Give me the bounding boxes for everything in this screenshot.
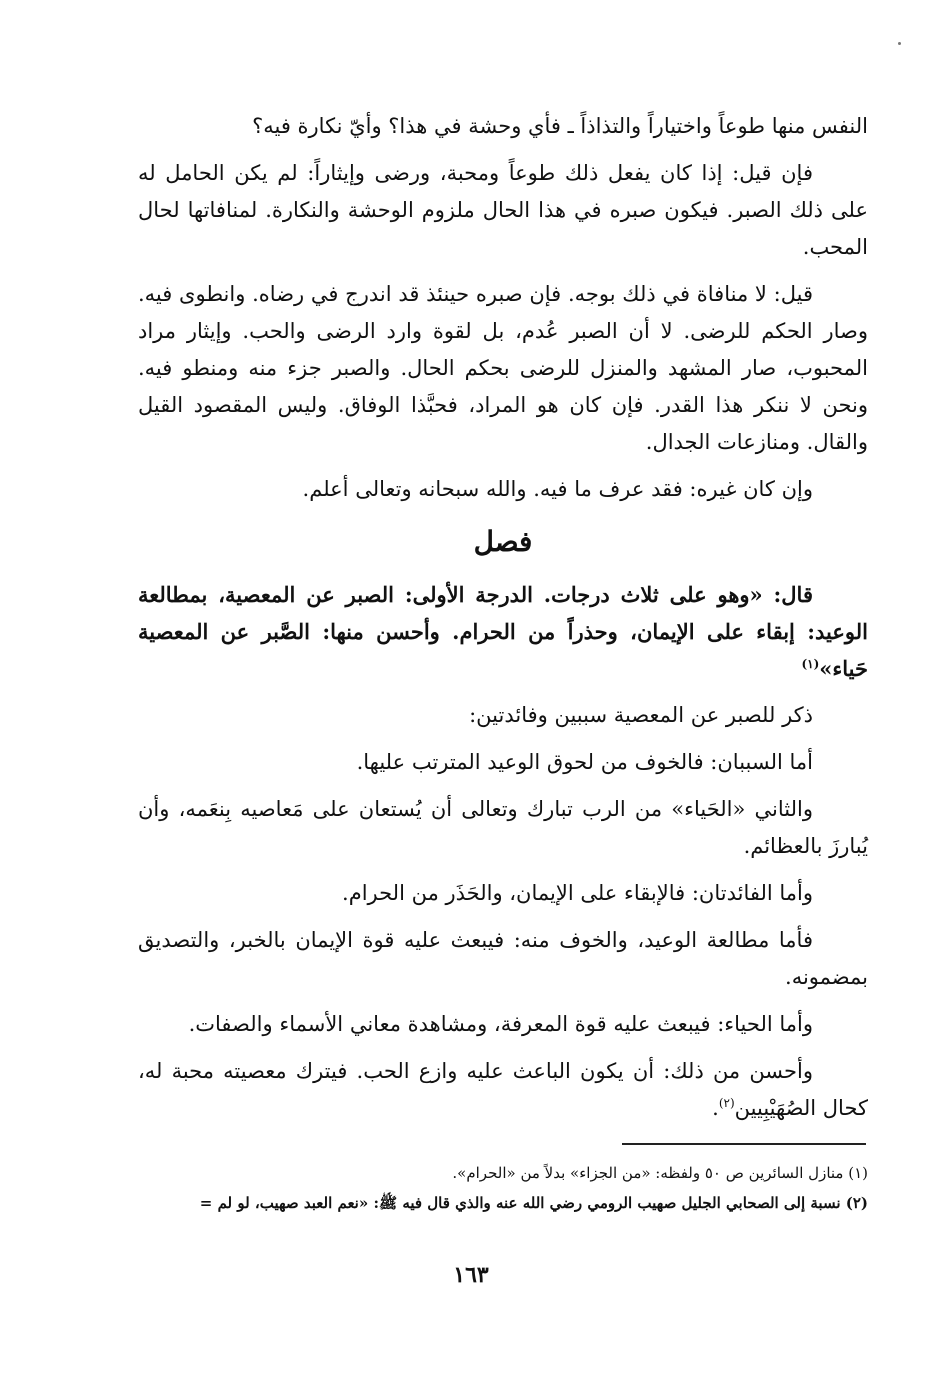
quote-text: قال: «وهو على ثلاث درجات. الدرجة الأولى: الصبر عن المعصية، بمطالعة الوعيد: إبقاء على الإيمان، وحذراً من الحرام. وأحسن منها: الصَّبر عن المعصية حَياء» — [138, 582, 868, 681]
footnote-ref-1[interactable]: (١) — [801, 657, 820, 671]
footnotes — [110, 1158, 868, 1218]
paragraph-two-causes: ذكر للصبر عن المعصية سببين وفائدتين: — [469, 703, 813, 727]
section-heading: فصل — [473, 525, 533, 558]
footnote-2: (٢) نسبة إلى الصحابي الجليل صهيب الرومي رضي الله عنه والذي قال فيه ﷺ: «نعم العبد صهيب، لو لم = — [199, 1194, 868, 1212]
paragraph-modesty: وأما الحياء: فيبعث عليه قوة المعرفة، ومشاهدة معاني الأسماء والصفات. — [188, 1012, 813, 1036]
paragraph-love — [138, 1053, 868, 1127]
footnote-ref-2[interactable]: (٢) — [718, 1096, 735, 1110]
paragraph-reply: قيل: لا منافاة في ذلك بوجه. فإن صبره حينئذ قد اندرج في رضاه. وانطوى فيه. وصار الحكم للرضى. لا أن الصبر عُدم، بل لقوة وارد الرضى والحب. وإيثار مراد المحبوب، صار المشهد والمنزل للرضى بحكم الحال. والصبر جزء منه ومنطو فيه. ونحن لا ننكر هذا القدر. فإن كان هو المراد، فحبَّذا الوفاق. وليس المقصود القيل والقال. ومنازعات الجدال. — [138, 282, 868, 454]
paragraph-first-cause: أما السببان: فالخوف من لحوق الوعيد المترتب عليها. — [356, 750, 813, 774]
paragraph-two-benefits: وأما الفائدتان: فالإبقاء على الإيمان، والحَذَر من الحرام. — [342, 881, 813, 905]
paragraph-conclusion: وإن كان غيره: فقد عرف ما فيه. والله سبحانه وتعالى أعلم. — [302, 477, 813, 501]
paragraph-objection: فإن قيل: إذا كان يفعل ذلك طوعاً ومحبة، ورضى وإيثاراً: لم يكن الحامل له على ذلك الصبر. فيكون صبره في هذا الحال ملزوم الوحشة والنكارة. لمنافاتها لحال المحب. — [138, 161, 868, 259]
page-number: ١٦٣ — [453, 1262, 489, 1288]
love-text: وأحسن من ذلك: أن يكون الباعث عليه وازع الحب. فيترك معصيته محبة له، كحال الصُهَيْبِيين — [138, 1059, 868, 1120]
scan-speck — [898, 42, 901, 45]
main-text — [138, 108, 868, 1127]
paragraph-warning: فأما مطالعة الوعيد، والخوف منه: فيبعث عليه قوة الإيمان بالخبر، والتصديق بمضمونه. — [138, 928, 868, 989]
quote-paragraph — [138, 576, 868, 687]
love-tail: . — [712, 1096, 719, 1120]
footnote-divider — [622, 1143, 866, 1145]
paragraph-continuation: النفس منها طوعاً واختياراً والتذاذاً ـ فأي وحشة في هذا؟ وأيّ نكارة فيه؟ — [252, 114, 868, 138]
footnote-1: (١) منازل السائرين ص ٥٠ ولفظه: «من الجزاء» بدلاً من «الحرام». — [452, 1164, 868, 1182]
paragraph-second-cause: والثاني «الحَياء» من الرب تبارك وتعالى أن يُستعان على مَعاصيه بِنعَمه، وأن يُبارزَ بالعظائم. — [138, 797, 868, 858]
